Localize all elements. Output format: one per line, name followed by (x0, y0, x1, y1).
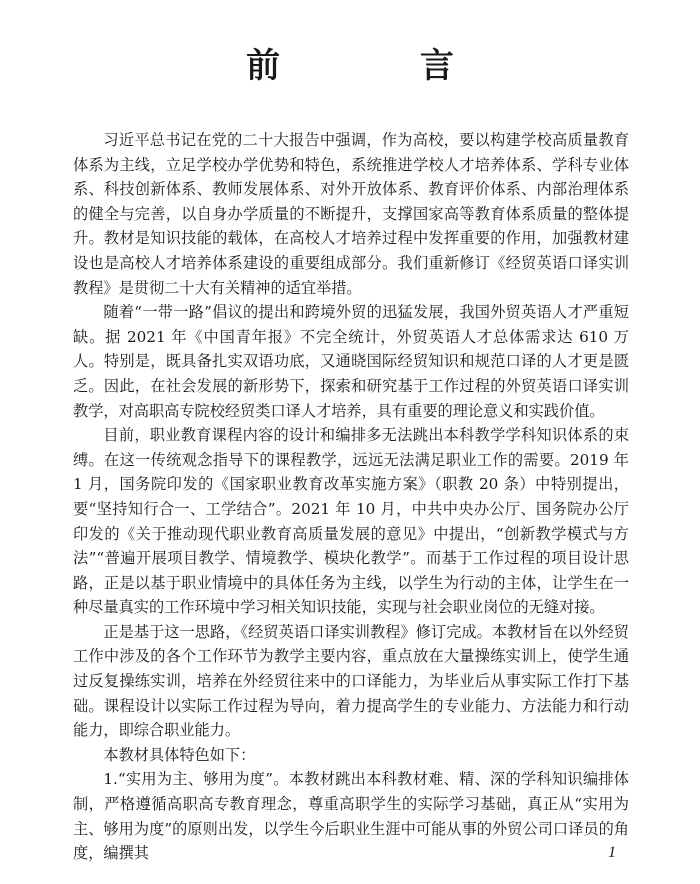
page-number: 1 (608, 844, 616, 861)
paragraph: 正是基于这一思路，《经贸英语口译实训教程》修订完成。本教材旨在以外经贸工作中涉及的各个工作环节为教学主要内容，重点放在大量操练实训上，使学生通过反复操练实训，培养在外经贸往来中的口译能力，为毕业后从事实际工作打下基础。课程设计以实际工作过程为导向，着力提高学生的专业能力、方法能力和行动能力，即综合职业能力。 (73, 622, 629, 740)
page-title: 前 言 (246, 46, 518, 86)
paragraph: 本教材具体特色如下： (103, 745, 256, 764)
paragraph: 随着“一带一路”倡议的提出和跨境外贸的迅猛发展，我国外贸英语人才严重短缺。据 2021 年《中国青年报》不完全统计，外贸英语人才总体需求达 610 万人。特别是，既具备扎实双语功底，又通晓国际经贸知识和规范口译的人才更是匮乏。因此，在社会发展的新形势下，探索和研究基于工作过程的外贸英语口译实训教学，对高职高专院校经贸类口译人才培养，具有重要的理论意义和实践价值。 (73, 303, 629, 420)
paragraph: 目前，职业教育课程内容的设计和编排多无法跳出本科教学学科知识体系的束缚。在这一传统观念指导下的课程教学，远远无法满足职业工作的需要。2019 年 1 月，国务院印发的《国家职业教育改革实施方案》（职教 20 条）中特别提出，要“坚持知行合一、工学结合”。2021 年 10 月，中共中央办公厅、国务院办公厅印发的《关于推动现代职业教育高质量发展的意见》中提出，“创新教学模式与方法”“普遍开展项目教学、情境教学、模块化教学”。而基于工作过程的项目设计思路，正是以基于职业情境中的具体任务为主线，以学生为行动的主体，让学生在一种尽量真实的工作环境中学习相关知识技能，实现与社会职业岗位的无缝对接。 (73, 426, 629, 617)
body-text (73, 128, 629, 866)
paragraph: 习近平总书记在党的二十大报告中强调，作为高校，要以构建学校高质量教育体系为主线，立足学校办学优势和特色，系统推进学校人才培养体系、学科专业体系、科技创新体系、教师发展体系、对外开放体系、教育评价体系、内部治理体系的健全与完善，以自身办学质量的不断提升，支撑国家高等教育体系质量的整体提升。教材是知识技能的载体，在高校人才培养过程中发挥重要的作用，加强教材建设也是高校人才培养体系建设的重要组成部分。我们重新修订《经贸英语口译实训教程》是贯彻二十大有关精神的适宜举措。 (73, 131, 629, 297)
paragraph: 1.“实用为主、够用为度”。本教材跳出本科教材难、精、深的学科知识编排体制，严格遵循高职高专教育理念，尊重高职学生的实际学习基础，真正从“实用为主、够用为度”的原则出发，以学生今后职业生涯中可能从事的外贸公司口译员的角度，编撰其 (73, 770, 629, 863)
